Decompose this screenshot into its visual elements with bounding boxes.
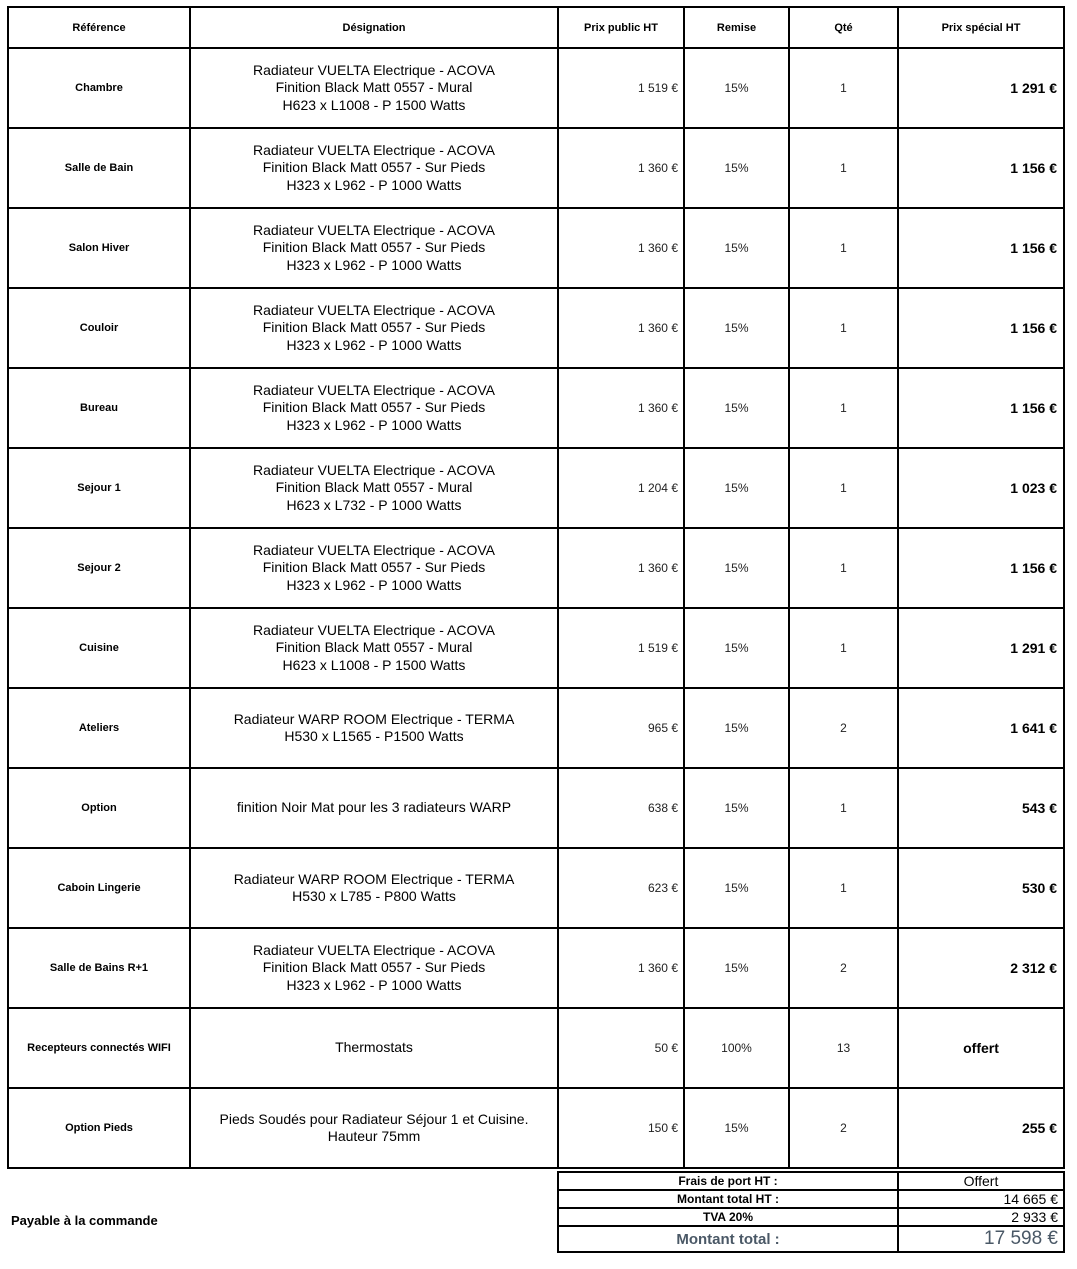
row-prix-public: 1 519 € <box>558 48 684 128</box>
designation-line: H323 x L962 - P 1000 Watts <box>286 576 462 593</box>
row-prix-special: 1 156 € <box>898 368 1064 448</box>
row-reference: Sejour 1 <box>8 448 190 528</box>
row-remise: 15% <box>684 768 789 848</box>
quote-table <box>7 6 1065 1169</box>
designation-line: Pieds Soudés pour Radiateur Séjour 1 et Cuisine. <box>219 1110 529 1127</box>
designation-line: Radiateur VUELTA Electrique - ACOVA <box>253 301 495 318</box>
designation-line: H623 x L1008 - P 1500 Watts <box>282 656 466 673</box>
designation-line: Finition Black Matt 0557 - Sur Pieds <box>262 159 486 176</box>
row-remise: 15% <box>684 48 789 128</box>
row-prix-public: 623 € <box>558 848 684 928</box>
row-designation <box>190 528 558 608</box>
row-reference: Chambre <box>8 48 190 128</box>
table-row <box>8 368 1064 448</box>
row-remise: 15% <box>684 848 789 928</box>
designation-line: H323 x L962 - P 1000 Watts <box>286 176 462 193</box>
row-qte: 1 <box>789 48 898 128</box>
row-qte: 2 <box>789 928 898 1008</box>
row-reference: Cuisine <box>8 608 190 688</box>
row-prix-public: 1 360 € <box>558 288 684 368</box>
designation-line: Radiateur VUELTA Electrique - ACOVA <box>253 221 495 238</box>
table-row <box>8 848 1064 928</box>
row-reference: Couloir <box>8 288 190 368</box>
row-prix-public: 1 519 € <box>558 608 684 688</box>
row-prix-special: offert <box>898 1008 1064 1088</box>
row-designation <box>190 288 558 368</box>
row-qte: 2 <box>789 688 898 768</box>
designation-line: Radiateur VUELTA Electrique - ACOVA <box>253 941 495 958</box>
row-remise: 15% <box>684 128 789 208</box>
row-designation <box>190 928 558 1008</box>
row-designation <box>190 608 558 688</box>
designation-line: Finition Black Matt 0557 - Mural <box>275 79 473 96</box>
row-qte: 1 <box>789 608 898 688</box>
row-reference: Caboin Lingerie <box>8 848 190 928</box>
table-row <box>8 528 1064 608</box>
row-prix-special: 1 023 € <box>898 448 1064 528</box>
designation-line: finition Noir Mat pour les 3 radiateurs WARP <box>236 799 512 816</box>
payment-note: Payable à la commande <box>11 1213 158 1228</box>
designation-line: Finition Black Matt 0557 - Sur Pieds <box>262 239 486 256</box>
row-prix-special: 2 312 € <box>898 928 1064 1008</box>
row-prix-public: 1 360 € <box>558 208 684 288</box>
row-prix-special: 1 156 € <box>898 528 1064 608</box>
row-prix-special: 1 291 € <box>898 48 1064 128</box>
designation-line: Thermostats <box>335 1039 413 1056</box>
row-prix-special: 530 € <box>898 848 1064 928</box>
row-qte: 1 <box>789 528 898 608</box>
designation-line: H530 x L785 - P800 Watts <box>292 888 456 904</box>
table-row <box>8 768 1064 848</box>
row-remise: 15% <box>684 208 789 288</box>
row-reference: Sejour 2 <box>8 528 190 608</box>
designation-line: Radiateur VUELTA Electrique - ACOVA <box>253 541 495 558</box>
designation-line: Finition Black Matt 0557 - Sur Pieds <box>262 319 486 336</box>
row-remise: 100% <box>684 1008 789 1088</box>
table-row <box>8 48 1064 128</box>
frais-port-value: Offert <box>898 1172 1064 1190</box>
table-row <box>8 208 1064 288</box>
header-designation: Désignation <box>190 7 558 48</box>
row-reference: Option <box>8 768 190 848</box>
table-row <box>8 1088 1064 1168</box>
table-row <box>8 928 1064 1008</box>
row-prix-public: 1 360 € <box>558 528 684 608</box>
designation-line: H323 x L962 - P 1000 Watts <box>286 976 462 993</box>
row-designation <box>190 688 558 768</box>
montant-total-row <box>558 1226 1064 1252</box>
row-prix-public: 1 204 € <box>558 448 684 528</box>
header-prix-public: Prix public HT <box>558 7 684 48</box>
row-qte: 1 <box>789 848 898 928</box>
row-designation <box>190 128 558 208</box>
row-remise: 15% <box>684 288 789 368</box>
montant-ht-row <box>558 1190 1064 1208</box>
row-qte: 13 <box>789 1008 898 1088</box>
designation-line: H530 x L1565 - P1500 Watts <box>284 728 464 744</box>
frais-port-row <box>558 1172 1064 1190</box>
row-prix-public: 50 € <box>558 1008 684 1088</box>
frais-port-label: Frais de port HT : <box>558 1172 898 1190</box>
montant-total-value: 17 598 € <box>898 1226 1064 1252</box>
row-qte: 2 <box>789 1088 898 1168</box>
tva-value: 2 933 € <box>898 1208 1064 1226</box>
row-qte: 1 <box>789 208 898 288</box>
montant-total-label: Montant total : <box>558 1226 898 1252</box>
row-prix-special: 543 € <box>898 768 1064 848</box>
totals-table <box>557 1171 1065 1253</box>
header-row <box>8 7 1064 48</box>
designation-line: Finition Black Matt 0557 - Sur Pieds <box>262 399 486 416</box>
row-prix-public: 150 € <box>558 1088 684 1168</box>
row-reference: Salle de Bains R+1 <box>8 928 190 1008</box>
row-remise: 15% <box>684 688 789 768</box>
row-reference: Bureau <box>8 368 190 448</box>
designation-line: Radiateur VUELTA Electrique - ACOVA <box>253 381 495 398</box>
row-designation <box>190 1088 558 1168</box>
row-designation <box>190 768 558 848</box>
row-designation <box>190 848 558 928</box>
header-prix-special: Prix spécial HT <box>898 7 1064 48</box>
row-prix-public: 638 € <box>558 768 684 848</box>
table-row <box>8 288 1064 368</box>
header-qte: Qté <box>789 7 898 48</box>
row-reference: Option Pieds <box>8 1088 190 1168</box>
montant-ht-label: Montant total HT : <box>558 1190 898 1208</box>
row-prix-public: 1 360 € <box>558 928 684 1008</box>
row-remise: 15% <box>684 928 789 1008</box>
header-reference: Référence <box>8 7 190 48</box>
row-remise: 15% <box>684 1088 789 1168</box>
row-prix-public: 1 360 € <box>558 368 684 448</box>
row-qte: 1 <box>789 368 898 448</box>
row-qte: 1 <box>789 128 898 208</box>
row-designation <box>190 448 558 528</box>
designation-line: Radiateur VUELTA Electrique - ACOVA <box>253 621 495 638</box>
designation-line: Finition Black Matt 0557 - Sur Pieds <box>262 959 486 976</box>
designation-line: Radiateur VUELTA Electrique - ACOVA <box>253 461 495 478</box>
row-remise: 15% <box>684 608 789 688</box>
montant-ht-value: 14 665 € <box>898 1190 1064 1208</box>
designation-line: H323 x L962 - P 1000 Watts <box>286 336 462 353</box>
tva-label: TVA 20% <box>558 1208 898 1226</box>
row-qte: 1 <box>789 448 898 528</box>
designation-line: Finition Black Matt 0557 - Mural <box>275 639 473 656</box>
designation-line: H623 x L1008 - P 1500 Watts <box>282 96 466 113</box>
row-prix-public: 1 360 € <box>558 128 684 208</box>
quote-rows <box>8 48 1064 1168</box>
designation-line: H323 x L962 - P 1000 Watts <box>286 256 462 273</box>
designation-line: Radiateur WARP ROOM Electrique - TERMA <box>233 870 515 887</box>
table-row <box>8 128 1064 208</box>
row-prix-special: 1 641 € <box>898 688 1064 768</box>
row-prix-special: 1 291 € <box>898 608 1064 688</box>
row-designation <box>190 368 558 448</box>
table-row <box>8 1008 1064 1088</box>
row-reference: Recepteurs connectés WIFI <box>8 1008 190 1088</box>
designation-line: Finition Black Matt 0557 - Sur Pieds <box>262 559 486 576</box>
table-row <box>8 448 1064 528</box>
designation-line: H323 x L962 - P 1000 Watts <box>286 416 462 433</box>
designation-line: Radiateur VUELTA Electrique - ACOVA <box>253 61 495 78</box>
designation-line: H623 x L732 - P 1000 Watts <box>286 496 462 513</box>
row-prix-special: 1 156 € <box>898 208 1064 288</box>
row-remise: 15% <box>684 448 789 528</box>
row-designation <box>190 208 558 288</box>
row-reference: Salon Hiver <box>8 208 190 288</box>
row-reference: Salle de Bain <box>8 128 190 208</box>
row-designation <box>190 1008 558 1088</box>
table-row <box>8 608 1064 688</box>
row-remise: 15% <box>684 528 789 608</box>
designation-line: Radiateur VUELTA Electrique - ACOVA <box>253 141 495 158</box>
row-prix-public: 965 € <box>558 688 684 768</box>
row-qte: 1 <box>789 768 898 848</box>
designation-line: Radiateur WARP ROOM Electrique - TERMA <box>233 710 515 727</box>
designation-line: Hauteur 75mm <box>327 1128 421 1144</box>
table-row <box>8 688 1064 768</box>
row-qte: 1 <box>789 288 898 368</box>
row-designation <box>190 48 558 128</box>
row-prix-special: 1 156 € <box>898 288 1064 368</box>
row-prix-special: 255 € <box>898 1088 1064 1168</box>
row-prix-special: 1 156 € <box>898 128 1064 208</box>
header-remise: Remise <box>684 7 789 48</box>
designation-line: Finition Black Matt 0557 - Mural <box>275 479 473 496</box>
tva-row <box>558 1208 1064 1226</box>
row-reference: Ateliers <box>8 688 190 768</box>
row-remise: 15% <box>684 368 789 448</box>
